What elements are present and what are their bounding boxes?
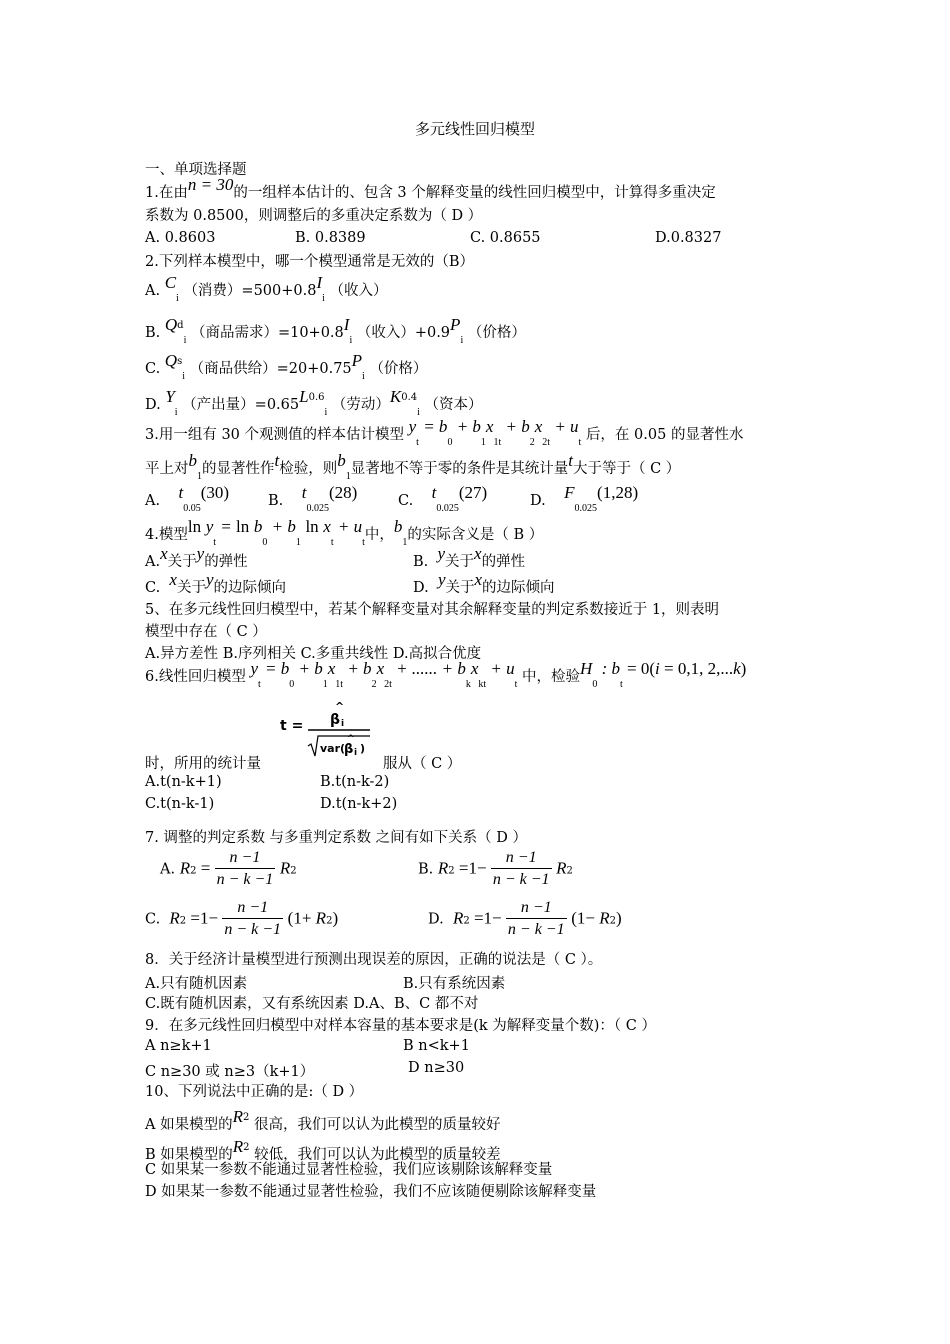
question-3-line-2: 平上对$b_1$的显著性作t检验，则$b_1$显著地不等于零的条件是其统计量t大于等于（ C ） bbox=[145, 451, 681, 482]
q1-option-d: D.0.8327 bbox=[655, 230, 722, 246]
question-5-line-2: 模型中存在（ C ） bbox=[145, 624, 267, 640]
q9-option-d: D n≥30 bbox=[408, 1060, 465, 1076]
question-8: 8．关于经济计量模型进行预测出现误差的原因，正确的说法是（ C ）。 bbox=[145, 952, 603, 968]
svg-text:β: β bbox=[344, 742, 354, 757]
q10-option-c: C 如果某一参数不能通过显著性检验，我们应该剔除该解释变量 bbox=[145, 1162, 553, 1178]
question-2: 2.下列样本模型中，哪一个模型通常是无效的（B） bbox=[145, 254, 474, 270]
svg-text:^: ^ bbox=[347, 734, 355, 744]
q10-option-d: D 如果某一参数不能通过显著性检验，我们不应该随便剔除该解释变量 bbox=[145, 1184, 597, 1200]
q3-option-c: C. $t_{0.025}(27)$ bbox=[398, 483, 488, 514]
section-heading: 一、单项选择题 bbox=[145, 162, 247, 178]
question-10: 10、下列说法中正确的是:（ D ） bbox=[145, 1084, 364, 1100]
n-equation: n = 30 bbox=[187, 175, 234, 194]
page-title: 多元线性回归模型 bbox=[414, 120, 535, 138]
svg-text:i: i bbox=[341, 719, 345, 729]
q3-option-d: D. $F_{0.025}(1,28)$ bbox=[530, 483, 639, 514]
q7-option-a: A. R2 = $\frac{n -1}{n - k -1}$ R2 bbox=[160, 848, 297, 891]
q10-option-b: B 如果模型的$R^2$ 较低，我们可以认为此模型的质量较差 bbox=[145, 1137, 501, 1163]
question-6: 6.线性回归模型 $y_t = b_0 + b_1x_{1t} + b_2x_{2t}$ + ...... + $b_kx_{kt} + u_t$ 中，检验$H_0$ : $b_t = 0(i = 0,1$, 2,...k) bbox=[145, 659, 747, 690]
q9-option-b: B n<k+1 bbox=[403, 1038, 470, 1054]
question-9: 9．在多元线性回归模型中对样本容量的基本要求是(k 为解释变量个数)：（ C ） bbox=[145, 1018, 656, 1034]
q3-option-b: B. $t_{0.025}(28)$ bbox=[268, 483, 358, 514]
svg-text:var(: var( bbox=[320, 742, 346, 755]
svg-text:β: β bbox=[330, 712, 341, 728]
q9-option-c: C n≥30 或 n≥3（k+1） bbox=[145, 1064, 315, 1080]
q4-option-d: D. y关于x的边际倾向 bbox=[413, 570, 555, 596]
q6-option-b: B.t(n-k-2) bbox=[320, 774, 390, 790]
q4-option-a: A.x关于y的弹性 bbox=[145, 544, 248, 570]
svg-text:t =: t = bbox=[280, 718, 304, 734]
svg-text:): ) bbox=[360, 742, 366, 755]
svg-text:^: ^ bbox=[335, 700, 345, 713]
q5-options: A.异方差性 B.序列相关 C.多重共线性 D.高拟合优度 bbox=[145, 646, 482, 662]
q8-option-cd: C.既有随机因素，又有系统因素 D.A、B、C 都不对 bbox=[145, 996, 479, 1012]
q4-option-c: C. x关于y的边际倾向 bbox=[145, 570, 286, 596]
q2-option-a: A. $C_i$ （消费）$=500+0.8I_i$ （收入） bbox=[145, 273, 388, 304]
q6-option-a: A.t(n-k+1) bbox=[145, 774, 222, 790]
q8-option-a: A.只有随机因素 bbox=[145, 976, 248, 992]
q10-option-a: A 如果模型的$R^2$ 很高，我们可以认为此模型的质量较好 bbox=[145, 1107, 501, 1133]
q6-option-d: D.t(n-k+2) bbox=[320, 796, 398, 812]
question-1-line-1: 1.在由n = 30的一组样本估计的、包含 3 个解释变量的线性回归模型中，计算得多重决定 bbox=[145, 175, 716, 201]
q7-option-b: B. R2 =1− $\frac{n -1}{n - k -1}$ R2 bbox=[418, 848, 573, 891]
q4-option-b: B. y关于x的弹性 bbox=[413, 544, 526, 570]
q9-option-a: A n≥k+1 bbox=[145, 1038, 212, 1054]
q2-option-c: C. $Q^s_i$ （商品供给）$=20+0.75P_i$ （价格） bbox=[145, 351, 428, 382]
q2-option-b: B. $Q^d_i$ （商品需求）$=10+0.8I_i$ （收入）$+0.9P_i$ （价格） bbox=[145, 315, 526, 346]
q1-option-a: A. 0.8603 bbox=[145, 230, 216, 246]
q6-stat-pre: 时，所用的统计量 bbox=[145, 756, 261, 772]
question-7: 7. 调整的判定系数 与多重判定系数 之间有如下关系（ D ） bbox=[145, 830, 528, 846]
q1-option-c: C. 0.8655 bbox=[470, 230, 541, 246]
q6-option-c: C.t(n-k-1) bbox=[145, 796, 215, 812]
q6-stat-post: 服从（ C ） bbox=[383, 756, 462, 772]
t-statistic-formula bbox=[280, 700, 375, 766]
question-3-line-1: 3.用一组有 30 个观测值的样本估计模型 $y_t = b_0 + b_1x_{1t} + b_2x_{2t} + u_t$ 后，在 0.05 的显著性水 bbox=[145, 417, 744, 448]
question-5-line-1: 5、在多元线性回归模型中，若某个解释变量对其余解释变量的判定系数接近于 1，则表明 bbox=[145, 602, 720, 618]
question-4: 4.模型$\ln y_t = \ln b_0 + b_1$ $\ln x_t + u_t$中，$b_1$的实际含义是（ B ） bbox=[145, 517, 544, 548]
question-1-line-2: 系数为 0.8500，则调整后的多重决定系数为（ D ） bbox=[145, 208, 483, 224]
svg-text:i: i bbox=[354, 748, 358, 758]
q1-option-b: B. 0.8389 bbox=[295, 230, 366, 246]
q7-option-c: C. R2 =1− $\frac{n -1}{n - k -1}$ (1+ R2) bbox=[145, 898, 338, 941]
q2-option-d: D. $Y_i$ （产出量）$=0.65L^{0.6}_i$ （劳动）$K^{0.4}_i$ （资本） bbox=[145, 387, 483, 418]
q8-option-b: B.只有系统因素 bbox=[403, 976, 506, 992]
q7-option-d: D. R2 =1− $\frac{n -1}{n - k -1}$ (1− R2) bbox=[428, 898, 622, 941]
q3-option-a: A. $t_{0.05}(30)$ bbox=[145, 483, 230, 514]
